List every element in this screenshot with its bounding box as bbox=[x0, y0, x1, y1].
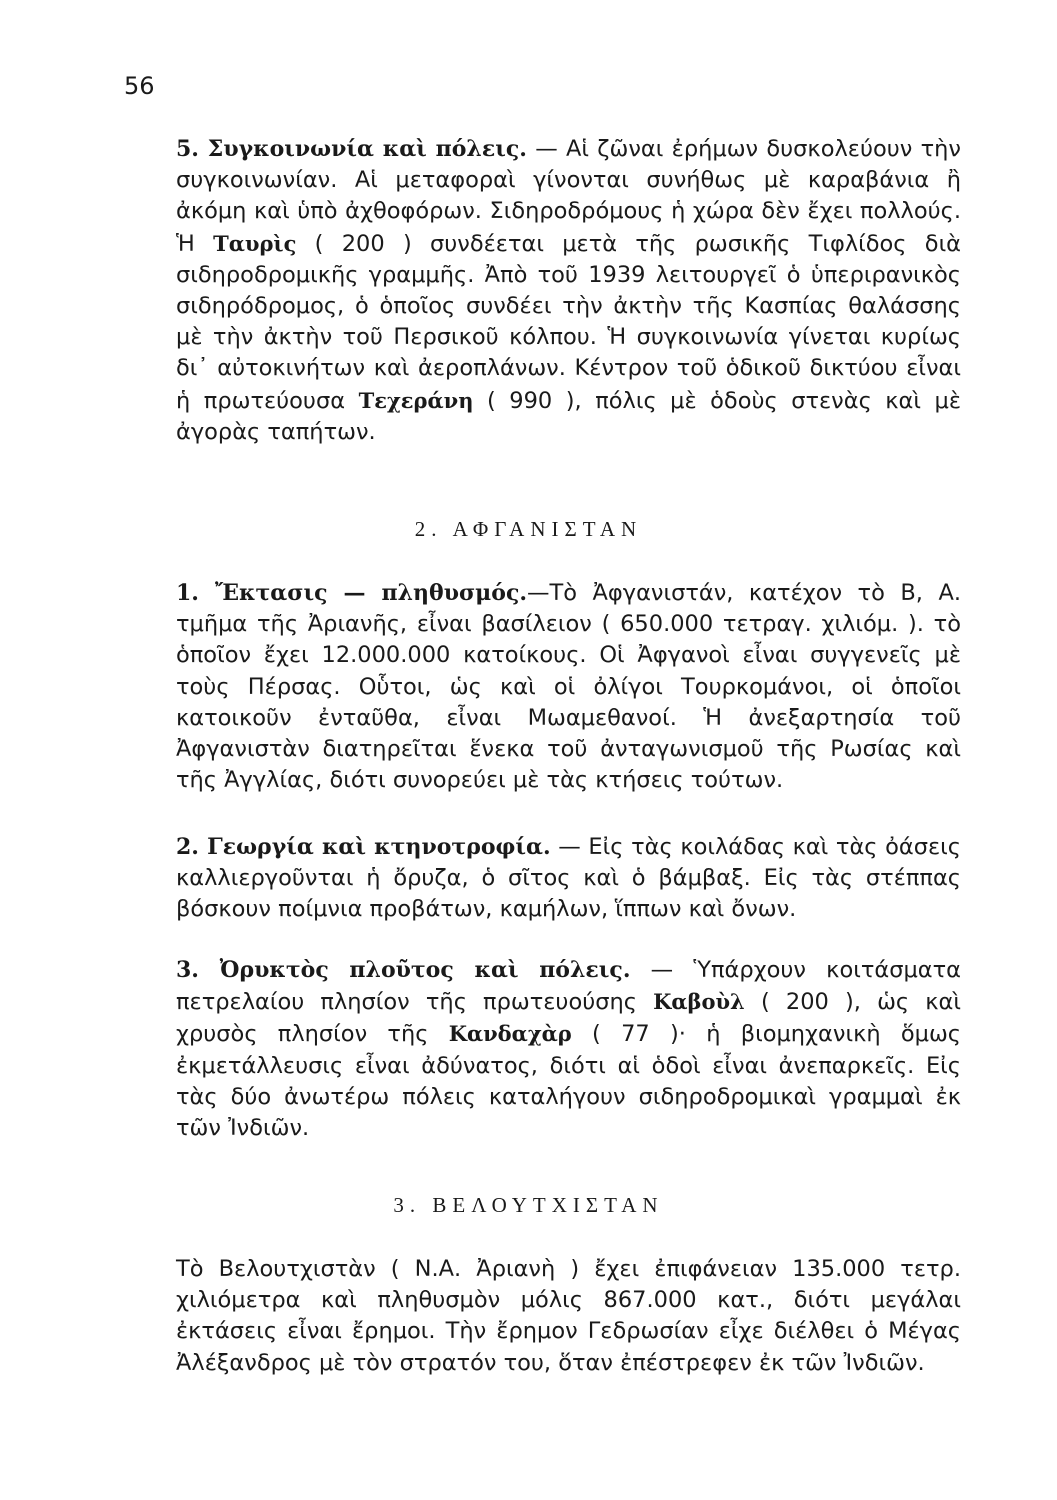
paragraph-text: ( 200 ), ὡς καὶ χρυσὸς πλησίον τῆς bbox=[176, 989, 961, 1048]
city-name: Ταυρὶς bbox=[213, 230, 297, 256]
paragraph-text: ( 990 ), πόλις μὲ ὁδοὺς στενὰς καὶ μὲ ἀγορὰς ταπήτων. bbox=[176, 387, 961, 445]
section-heading: 1. Ἔκτασις — πληθυσμός. bbox=[176, 580, 528, 606]
chapter-title-baluchistan: 3. ΒΕΛΟΥΤΧΙΣΤΑΝ bbox=[393, 1193, 664, 1217]
paragraph-text: — Αἱ ζῶναι ἐρήμων δυσκολεύουν τὴν συγκοινωνίαν. Αἱ μεταφοραὶ γίνονται συνήθως μὲ καραβάνια ἢ ἀκόμη καὶ ὑπὸ ἀχθοφόρων. Σιδηροδρόμους ἡ χώρα δὲν ἔχει πολλούς. Ἡ bbox=[176, 136, 961, 257]
section-heading: 3. Ὀρυκτὸς πλοῦτος καὶ πόλεις. bbox=[176, 957, 631, 983]
paragraph bbox=[176, 832, 961, 926]
city-name: Κανδαχὰρ bbox=[448, 1021, 572, 1047]
section-heading: 5. Συγκοινωνία καὶ πόλεις. bbox=[176, 136, 527, 162]
paragraph-text: — Ὑπάρχουν κοιτάσματα πετρελαίου πλησίον τῆς πρωτευούσης bbox=[176, 957, 961, 1016]
iran-section-transport bbox=[176, 134, 961, 448]
section-heading: 2. Γεωργία καὶ κτηνοτροφία. bbox=[176, 834, 551, 860]
page-number: 56 bbox=[124, 72, 155, 100]
paragraph: Τὸ Βελουτχιστὰν ( Ν.Α. Ἀριανὴ ) ἔχει ἐπιφάνειαν 135.000 τετρ. χιλιόμετρα καὶ πληθυσμὸν μόλις 867.000 κατ., διότι μεγάλαι ἐκτάσεις εἶναι ἔρημοι. Τὴν ἔρημον Γεδρωσίαν εἶχε διέλθει ὁ Μέγας Ἀλέξανδρος μὲ τὸν στρατόν του, ὅταν ἐπέστρεφεν ἐκ τῶν Ἰνδιῶν. bbox=[176, 1256, 961, 1376]
city-name: Καβοὺλ bbox=[653, 989, 745, 1015]
paragraph-text: ( 200 ) συνδέεται μετὰ τῆς ρωσικῆς Τιφλίδος διὰ σιδηροδρομικῆς γραμμῆς. Ἀπὸ τοῦ 1939 λειτουργεῖ ὁ ὑπεριρανικὸς σιδηρόδρομος, ὁ ὁποῖος συνδέει τὴν ἀκτὴν τῆς Κασπίας θαλάσσης μὲ τὴν ἀκτὴν τοῦ Περσικοῦ κόλπου. Ἡ συγκοινωνία γίνεται κυρίως δι᾽ αὐτοκινήτων καὶ ἀεροπλάνων. Κέντρον τοῦ ὁδικοῦ δικτύου εἶναι ἡ πρωτεύουσα bbox=[176, 230, 962, 414]
city-name: Τεχεράνη bbox=[358, 387, 474, 413]
paragraph bbox=[176, 134, 961, 448]
paragraph-text: —Τὸ Ἀφγανιστάν, κατέχον τὸ Β, Α. τμῆμα τῆς Ἀριανῆς, εἶναι βασίλειον ( 650.000 τετραγ. χιλιόμ. ). τὸ ὁποῖον ἔχει 12.000.000 κατοίκους. Οἱ Ἀφγανοὶ εἶναι συγγενεῖς μὲ τοὺς Πέρσας. Οὗτοι, ὡς καὶ οἱ ὀλίγοι Τουρκομάνοι, οἱ ὁποῖοι κατοικοῦν ἐνταῦθα, εἶναι Μωαμεθανοί. Ἡ ἀνεξαρτησία τοῦ Ἀφγανιστὰν διατηρεῖται ἕνεκα τοῦ ἀνταγωνισμοῦ τῆς Ρωσίας καὶ τῆς Ἀγγλίας, διότι συνορεύει μὲ τὰς κτήσεις τούτων. bbox=[176, 580, 961, 794]
paragraph-text: — Εἰς τὰς κοιλάδας καὶ τὰς ὀάσεις καλλιεργοῦνται ἡ ὄρυζα, ὁ σῖτος καὶ ὁ βάμβαξ. Εἰς τὰς στέππας βόσκουν ποίμνια προβάτων, καμήλων, ἵππων καὶ ὄνων. bbox=[176, 834, 961, 923]
afghanistan-section-minerals bbox=[176, 955, 961, 1144]
paragraph bbox=[176, 955, 961, 1144]
baluchistan-section bbox=[176, 1254, 961, 1379]
afghanistan-section-agriculture bbox=[176, 832, 961, 926]
chapter-title-afghanistan: 2. ΑΦΓΑΝΙΣΤΑΝ bbox=[414, 517, 643, 541]
paragraph-text: ( 77 )· ἡ βιομηχανικὴ ὅμως ἐκμετάλλευσις εἶναι ἀδύνατος, διότι αἱ ὁδοὶ εἶναι ἀνεπαρκεῖς. Εἰς τὰς δύο ἀνωτέρω πόλεις καταλήγουν σιδηροδρομικαὶ γραμμαὶ ἐκ τῶν Ἰνδιῶν. bbox=[176, 1021, 961, 1142]
afghanistan-section-area bbox=[176, 578, 961, 796]
paragraph bbox=[176, 578, 961, 796]
